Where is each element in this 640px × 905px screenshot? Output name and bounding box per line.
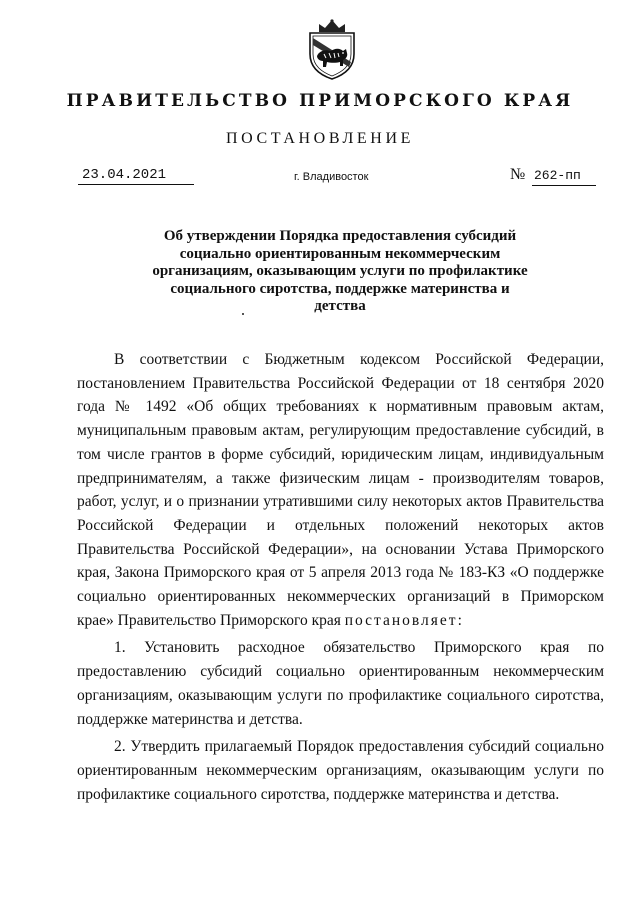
preamble-text: В соответствии с Бюджетным кодексом Российской Федерации, постановлением Правительства Российской Федерации от 18 сентября 2020 года № 1492 «Об общих требованиях к нормативным правовым актам, муниципальным правовым актам, регулирующим предоставление субсидий, в том числе грантов в форме субсидий, юридическим лицам, индивидуальным предпринимателям, а также физическим лицам - производителям товаров, работ, услуг, и о признании утратившими силу некоторых актов Правительства Российской Федерации и отдельных положений некоторых актов Правительства Российской Федерации», на основании Устава Приморского края, Закона Приморского края от 5 апреля 2013 года № 183-КЗ «О поддержке социально ориентированных некоммерческих организаций в Приморском крае» Правительство Приморского края xyxy=(77,351,604,629)
number-sign: № xyxy=(510,166,526,183)
document-number: 262-пп xyxy=(532,168,596,186)
scan-speck xyxy=(242,313,244,315)
document-city: г. Владивосток xyxy=(294,171,369,183)
document-heading: Об утверждении Порядка предоставления субсидий социально ориентированным некоммерческим организациям, оказывающим услуги по профилактике социального сиротства, поддержке материнства и детства xyxy=(152,228,528,315)
resolution-verb: постановляет: xyxy=(344,611,464,629)
document-type: ПОСТАНОВЛЕНИЕ xyxy=(226,130,414,147)
primorsky-krai-coat-of-arms-icon xyxy=(304,18,360,80)
resolution-item-2: 2. Утвердить прилагаемый Порядок предоставления субсидий социально ориентированным некоммерческим организациям, оказывающим услуги по профилактике социального сиротства, поддержке материнства и детства. xyxy=(77,738,604,803)
government-title: ПРАВИТЕЛЬСТВО ПРИМОРСКОГО КРАЯ xyxy=(66,91,574,111)
document-date: 23.04.2021 xyxy=(78,167,194,185)
document-body xyxy=(77,348,604,806)
resolution-item-1: 1. Установить расходное обязательство Приморского края по предоставлению субсидий социально ориентированным некоммерческим организациям, оказывающим услуги по профилактике социального сиротства, поддержке материнства и детства. xyxy=(77,639,604,728)
preamble-paragraph xyxy=(77,348,604,632)
